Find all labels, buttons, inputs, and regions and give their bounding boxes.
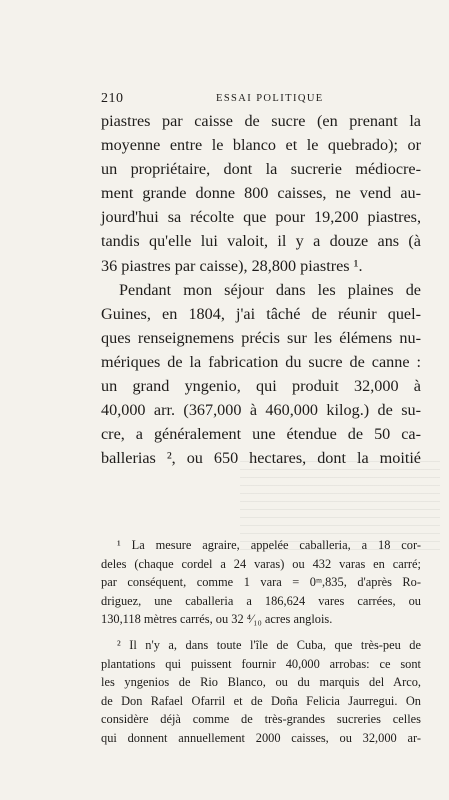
running-head: ESSAI POLITIQUE: [216, 93, 324, 104]
text-line: cre, a généralement une étendue de 50 ca-: [101, 425, 421, 444]
page-number: 210: [101, 91, 124, 106]
text-line: tandis qu'elle lui valoit, il y a douze ans (à: [101, 232, 421, 251]
text-line: mériques de la fabrication du sucre de canne :: [101, 352, 421, 371]
text-line: Guines, en 1804, j'ai tâché de réunir quel-: [101, 304, 421, 323]
footnote-line: driguez, une caballeria a 186,624 vares carrées, ou: [101, 593, 421, 608]
text-line: 36 piastres par caisse), 28,800 piastres ¹.: [101, 256, 363, 275]
page-header: [101, 91, 421, 107]
footnote-line: considère déjà comme de très-grandes sucreries celles: [101, 712, 421, 727]
footnote-line: les yngenios de Rio Blanco, ou du marquis del Arco,: [101, 675, 421, 690]
footnote-gap: [101, 629, 421, 636]
text-line: ment grande donne 800 caisses, ne vend au-: [101, 184, 421, 203]
footnote-line: ¹ La mesure agraire, appelée caballeria, a 18 cor-: [117, 538, 421, 552]
text-line: piastres par caisse de sucre (en prenant la: [101, 112, 421, 130]
text-line: ballerias ², ou 650 hectares, dont la moitié: [101, 449, 421, 468]
text-line: un grand yngenio, qui produit 32,000 à: [101, 377, 421, 396]
footnote-line: 130,118 mètres carrés, ou 32 ⁴⁄₁₀ acres anglois.: [101, 612, 333, 627]
text-line: un propriétaire, dont la sucrerie médiocre-: [101, 160, 421, 179]
footnote-line: de Don Rafael Ofarril et de Doña Felicia Jaurregui. On: [101, 693, 421, 708]
text-line: jourd'hui sa récolte que pour 19,200 piastres,: [101, 208, 421, 227]
text-line: moyenne entre le blanco et le quebrado); or: [101, 136, 421, 155]
text-line: Pendant mon séjour dans les plaines de: [119, 280, 421, 299]
text-line: ques renseignemens précis sur les élémens nu-: [101, 328, 421, 347]
footnotes: [101, 536, 421, 748]
footnote-line: ² Il n'y a, dans toute l'île de Cuba, que très-peu de: [117, 637, 421, 652]
footnote-line: deles (chaque cordel a 24 varas) ou 432 varas en carré;: [101, 556, 421, 571]
footnote-line: par conséquent, comme 1 vara = 0ᵐ,835, d'après Ro-: [101, 575, 421, 590]
main-text: [101, 109, 421, 470]
footnote-line: plantations qui puissent fournir 40,000 arrobas: ce sont: [101, 656, 421, 671]
text-line: 40,000 arr. (367,000 à 460,000 kilog.) de su-: [101, 401, 421, 420]
footnote-line: qui donnent annuellement 2000 caisses, ou 32,000 ar-: [101, 730, 421, 745]
